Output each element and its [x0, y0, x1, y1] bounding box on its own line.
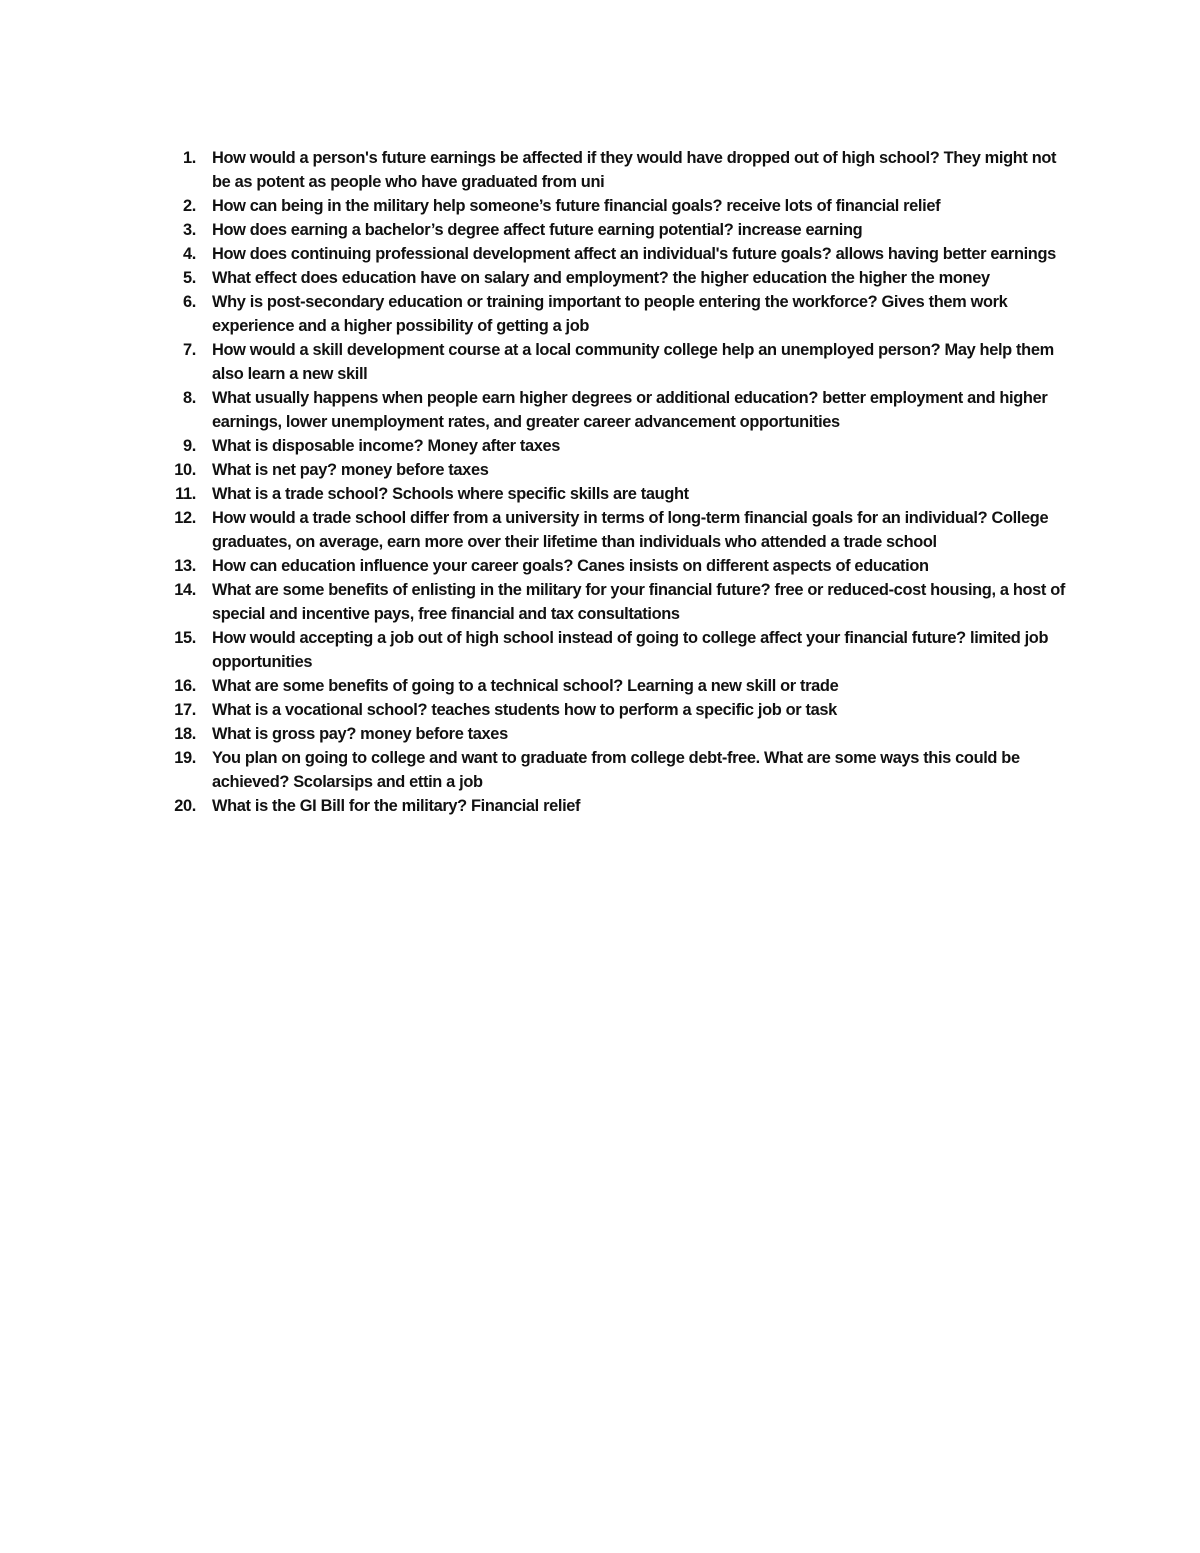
- item-text: What usually happens when people earn higher degrees or additional education? better employment and higher earnings, lower unemployment rates, and greater career advancement opportunities: [212, 389, 1048, 431]
- list-item: [166, 698, 1066, 722]
- item-text: What is disposable income? Money after taxes: [212, 437, 561, 455]
- item-number: 7.: [183, 341, 196, 359]
- list-item: [166, 554, 1066, 578]
- list-item: [166, 722, 1066, 746]
- list-item: [166, 482, 1066, 506]
- item-text: How can education influence your career goals? Canes insists on different aspects of education: [212, 557, 929, 575]
- item-text: How does earning a bachelor’s degree affect future earning potential? increase earning: [212, 221, 863, 239]
- item-number: 18.: [174, 725, 196, 743]
- item-text: Why is post-secondary education or training important to people entering the workforce? Gives them work experience and a higher possibility of getting a job: [212, 293, 1008, 335]
- list-item: [166, 266, 1066, 290]
- item-number: 10.: [174, 461, 196, 479]
- list-item: [166, 290, 1066, 338]
- item-text: How would a skill development course at a local community college help an unemployed person? May help them also learn a new skill: [212, 341, 1054, 383]
- item-text: What is the GI Bill for the military? Financial relief: [212, 797, 581, 815]
- item-number: 9.: [183, 437, 196, 455]
- item-text: What are some benefits of enlisting in the military for your financial future? free or reduced-cost housing, a host of special and incentive pays, free financial and tax consultations: [212, 581, 1066, 623]
- item-number: 2.: [183, 197, 196, 215]
- item-text: What is gross pay? money before taxes: [212, 725, 508, 743]
- list-item: [166, 242, 1066, 266]
- item-number: 12.: [174, 509, 196, 527]
- list-item: [166, 386, 1066, 434]
- list-item: [166, 458, 1066, 482]
- item-text: What is net pay? money before taxes: [212, 461, 489, 479]
- list-item: [166, 626, 1066, 674]
- item-text: What is a vocational school? teaches students how to perform a specific job or task: [212, 701, 837, 719]
- item-number: 15.: [174, 629, 196, 647]
- item-text: How would a person's future earnings be affected if they would have dropped out of high school? They might not be as potent as people who have graduated from uni: [212, 149, 1057, 191]
- item-number: 13.: [174, 557, 196, 575]
- item-text: You plan on going to college and want to graduate from college debt-free. What are some ways this could be achieved? Scolarsips and ettin a job: [212, 749, 1020, 791]
- item-number: 14.: [174, 581, 196, 599]
- item-number: 3.: [183, 221, 196, 239]
- list-item: [166, 434, 1066, 458]
- item-text: What is a trade school? Schools where specific skills are taught: [212, 485, 689, 503]
- list-item: [166, 794, 1066, 818]
- list-item: [166, 218, 1066, 242]
- list-item: [166, 146, 1066, 194]
- list-item: [166, 506, 1066, 554]
- item-text: How can being in the military help someone’s future financial goals? receive lots of financial relief: [212, 197, 941, 215]
- item-text: What are some benefits of going to a technical school? Learning a new skill or trade: [212, 677, 839, 695]
- question-answer-list: [166, 146, 1066, 818]
- list-item: [166, 746, 1066, 794]
- item-number: 4.: [183, 245, 196, 263]
- list-item: [166, 194, 1066, 218]
- item-number: 20.: [174, 797, 196, 815]
- item-number: 1.: [183, 149, 196, 167]
- item-text: How would a trade school differ from a university in terms of long-term financial goals for an individual? College graduates, on average, earn more over their lifetime than individuals who attended a trade school: [212, 509, 1049, 551]
- item-text: How does continuing professional development affect an individual's future goals? allows having better earnings: [212, 245, 1056, 263]
- item-number: 16.: [174, 677, 196, 695]
- item-number: 19.: [174, 749, 196, 767]
- item-number: 17.: [174, 701, 196, 719]
- item-text: What effect does education have on salary and employment? the higher education the higher the money: [212, 269, 990, 287]
- item-number: 11.: [175, 485, 196, 503]
- item-number: 6.: [183, 293, 196, 311]
- list-item: [166, 674, 1066, 698]
- list-item: [166, 338, 1066, 386]
- list-item: [166, 578, 1066, 626]
- item-text: How would accepting a job out of high school instead of going to college affect your financial future? limited job opportunities: [212, 629, 1049, 671]
- item-number: 5.: [183, 269, 196, 287]
- item-number: 8.: [183, 389, 196, 407]
